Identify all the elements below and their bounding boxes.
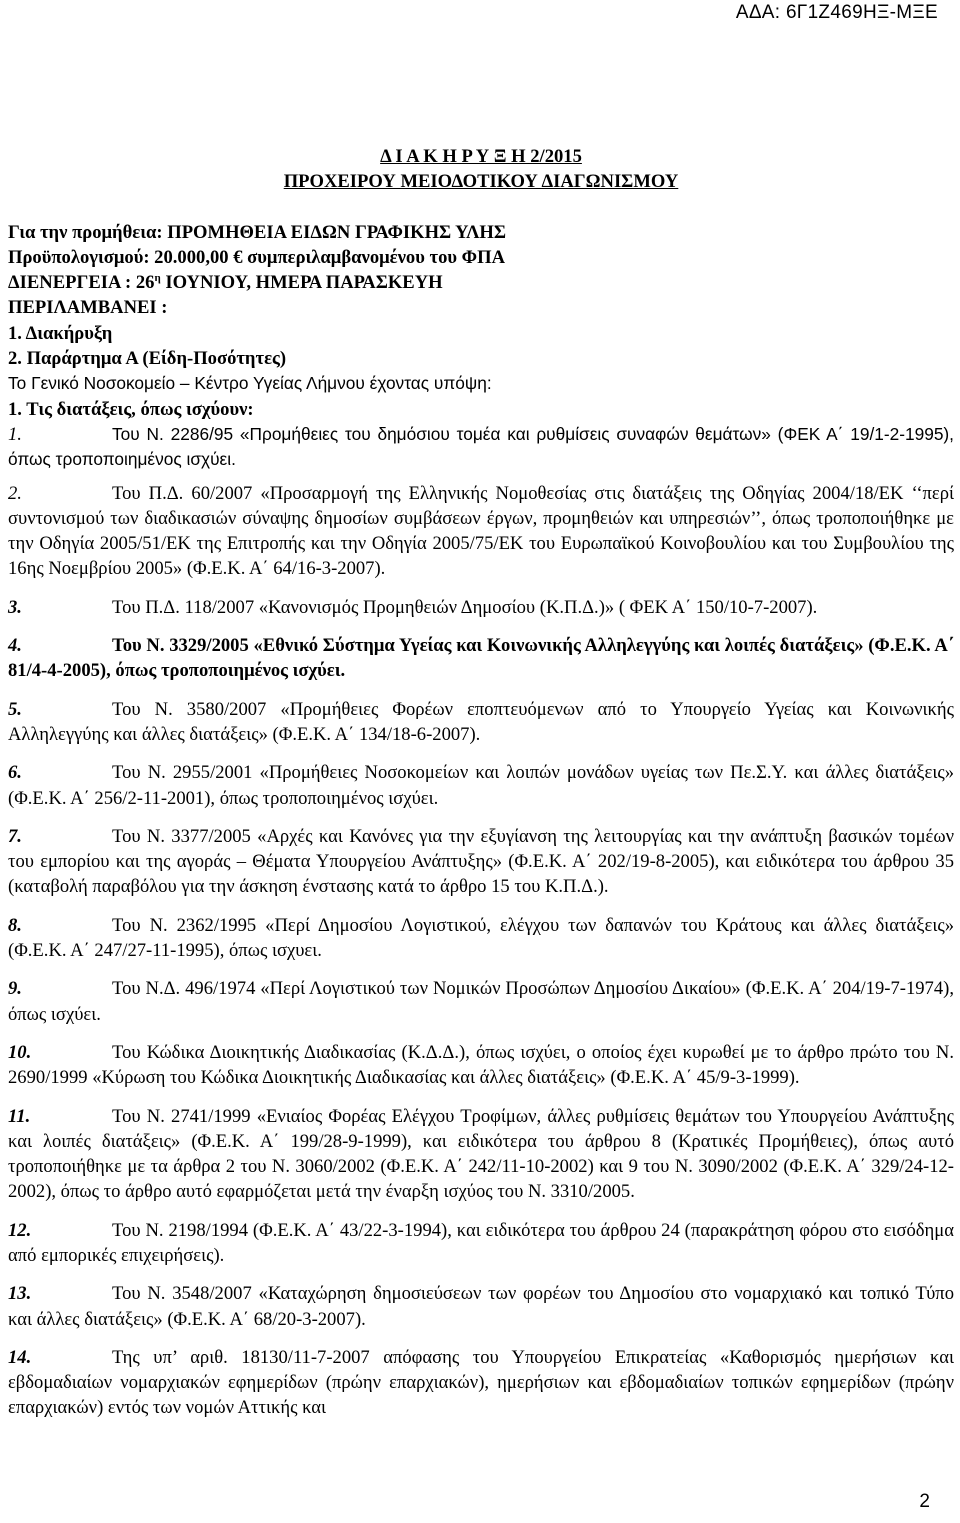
item-number: 1. bbox=[8, 423, 22, 445]
includes-item-1: 1. Διακήρυξη bbox=[8, 322, 113, 344]
item-text: Της υπ’ αριθ. 18130/11-7-2007 απόφασης του Υπουργείου Επικρατείας «Καθορισμός ημερήσιων και εβδομαδιαίων νομαρχιακών εφημερίδων (πρώην επαρχιακών), ημερήσιων και εβδομαδιαίων τοπικών εφημερίδων (πρώην επαρχιακών) εντός των νομών Αττικής και bbox=[8, 1346, 954, 1419]
item-text: Του Π.Δ. 60/2007 «Προσαρμογή της Ελληνικής Νομοθεσίας στις διατάξεις της Οδηγίας 2004/18/ΕΚ ‘‘περί συντονισμού των διαδικασιών σύναψης δημοσίων συμβάσεων έργων, προμηθειών και υπηρεσιών’’, όπως τροποποιήθηκε με την Οδηγία 2005/51/ΕΚ της Επιτροπής και την Οδηγία 2005/75/ΕΚ του Ευρωπαϊκού Κοινοβουλίου και του Συμβουλίου της 16ης Νοεμβρίου 2005» (Φ.Ε.Κ. Α΄ 64/16-3-2007). bbox=[8, 482, 954, 580]
date-line bbox=[8, 270, 954, 295]
item-text: Του Ν. 3377/2005 «Αρχές και Κανόνες για την εξυγίανση της λειτουργίας και την ανάπτυξη βασικών τομέων του εμπορίου και της αγοράς – Θέματα Υπουργείου Ανάπτυξης» (Φ.Ε.Κ. Α΄ 202/19-8-2005), και ειδικότερα του άρθρου 35 (καταβολή παραβόλου για την άσκηση ένστασης κατά το άρθρο 15 του Κ.Π.Δ.). bbox=[8, 825, 954, 898]
item-text: Του Ν. 3548/2007 «Καταχώρηση δημοσιεύσεων των φορέων του Δημοσίου στο νομαρχιακό και τοπικό Τύπο και άλλες διατάξεις» (Φ.Ε.Κ. Α΄ 68/20-3-2007). bbox=[8, 1283, 954, 1330]
budget-line: Προϋπολογισμού: 20.000,00 € συμπεριλαμβανομένου του ΦΠΑ bbox=[8, 246, 505, 268]
item-number: 14. bbox=[8, 1346, 32, 1368]
list-item bbox=[8, 1040, 954, 1091]
list-item bbox=[8, 595, 954, 620]
item-text: Του Ν. 2286/95 «Προμήθειες του δημόσιου τομέα και ρυθμίσεις συναφών θεμάτων» (ΦΕΚ Α΄ 19/1-2-1995), όπως τροποποιημένος ισχύει. bbox=[8, 423, 954, 470]
includes-item-2: 2. Παράρτημα Α (Είδη-Ποσότητες) bbox=[8, 348, 287, 370]
list-item bbox=[8, 1104, 954, 1205]
item-number: 2. bbox=[8, 482, 22, 504]
supply-line: Για την προμήθεια: ΠΡΟΜΗΘΕΙΑ ΕΙΔΩΝ ΓΡΑΦΙΚΗΣ ΥΛΗΣ bbox=[8, 221, 507, 243]
item-number: 11. bbox=[8, 1105, 31, 1127]
item-text: Του Ν. 2955/2001 «Προμήθειες Νοσοκομείων και λοιπών μονάδων υγείας των Πε.Σ.Υ. και άλλες διατάξεις» (Φ.Ε.Κ. Α΄ 256/2-11-2001), όπως τροποποιημένος ισχύει. bbox=[8, 762, 954, 809]
item-text: Του Ν. 2198/1994 (Φ.Ε.Κ. Α΄ 43/22-3-1994), και ειδικότερα του άρθρου 24 (παρακράτηση φόρου στο εισόδημα από εμπορικές επιχειρήσεις). bbox=[8, 1219, 954, 1266]
item-number: 7. bbox=[8, 825, 22, 847]
item-number: 12. bbox=[8, 1219, 32, 1241]
item-text: Του Ν. 3329/2005 «Εθνικό Σύστημα Υγείας και Κοινωνικής Αλληλεγγύης και λοιπές διατάξεις» (Φ.Ε.Κ. Α΄ 81/4-4-2005), όπως τροποποιημένος ισχύει. bbox=[8, 635, 954, 682]
title-line-2: ΠΡΟΧΕΙΡΟΥ ΜΕΙΟΔΟΤΙΚΟΥ ΔΙΑΓΩΝΙΣΜΟΥ bbox=[283, 171, 679, 193]
item-number: 5. bbox=[8, 698, 22, 720]
item-number: 13. bbox=[8, 1283, 32, 1305]
item-text: Του Κώδικα Διοικητικής Διαδικασίας (Κ.Δ.Δ.), όπως ισχύει, ο οποίος έχει κυρωθεί με το άρθρο πρώτο του Ν. 2690/1999 «Κύρωση του Κώδικα Διοικητικής Διαδικασίας και άλλες διατάξεις» (Φ.Ε.Κ. Α΄ 45/9-3-1999). bbox=[8, 1041, 954, 1089]
list-item bbox=[8, 1281, 954, 1332]
item-text: Του Ν.Δ. 496/1974 «Περί Λογιστικού των Νομικών Προσώπων Δημοσίου Δικαίου» (Φ.Ε.Κ. Α΄ 204/19-7-1974), όπως ισχύει. bbox=[8, 978, 954, 1025]
list-item bbox=[8, 422, 954, 473]
list-item bbox=[8, 824, 954, 900]
hospital-line: Το Γενικό Νοσοκομείο – Κέντρο Υγείας Λήμνου έχοντας υπόψη: bbox=[8, 373, 492, 394]
item-number: 9. bbox=[8, 978, 22, 1000]
item-number: 4. bbox=[8, 635, 22, 657]
list-item bbox=[8, 481, 954, 582]
page-number: 2 bbox=[919, 1491, 930, 1512]
date-sup: η bbox=[154, 272, 161, 284]
list-item bbox=[8, 913, 954, 964]
item-text: Του Ν. 3580/2007 «Προμήθειες Φορέων εποπτευόμενων από το Υπουργείο Υγείας και Κοινωνικής Αλληλεγγύης και άλλες διατάξεις» (Φ.Ε.Κ. Α΄ 134/18-6-2007). bbox=[8, 698, 954, 745]
date-suffix: ΙΟΥΝΙΟΥ, ΗΜΕΡΑ ΠΑΡΑΣΚΕΥΗ bbox=[160, 272, 443, 294]
list-item bbox=[8, 697, 954, 748]
ada-code: ΑΔΑ: 6Γ1Ζ469ΗΞ-ΜΞΕ bbox=[735, 2, 938, 23]
list-item bbox=[8, 633, 954, 684]
document-body bbox=[8, 144, 954, 1421]
date-prefix: ΔΙΕΝΕΡΓΕΙΑ : 26 bbox=[8, 272, 155, 294]
item-text: Του Π.Δ. 118/2007 «Κανονισμός Προμηθειών Δημοσίου (Κ.Π.Δ.)» ( ΦΕΚ Α΄ 150/10-7-2007). bbox=[112, 596, 818, 618]
includes-line: ΠΕΡΙΛΑΜΒΑΝΕΙ : bbox=[8, 297, 168, 319]
list-item bbox=[8, 1218, 954, 1269]
provisions-heading: 1. Τις διατάξεις, όπως ισχύουν: bbox=[8, 398, 254, 420]
item-number: 8. bbox=[8, 914, 22, 936]
item-number: 3. bbox=[8, 596, 22, 618]
item-number: 10. bbox=[8, 1041, 32, 1063]
item-text: Του Ν. 2741/1999 «Ενιαίος Φορέας Ελέγχου Τροφίμων, άλλες ρυθμίσεις θεμάτων του Υπουργείου Ανάπτυξης και λοιπές διατάξεις» (Φ.Ε.Κ. Α΄ 199/28-9-1999), και ειδικότερα του άρθρου 8 (Κρατικές Προμήθειες), όπως αυτό τροποποιήθηκε με τα άρθρα 2 του Ν. 3060/2002 (Φ.Ε.Κ. Α΄ 242/11-10-2002) και 9 του Ν. 3090/2002 (Φ.Ε.Κ. Α΄ 329/24-12-2002), όπως το άρθρο αυτό εφαρμόζεται μετά την έναρξη ισχύος του Ν. 3310/2005. bbox=[8, 1105, 954, 1203]
item-number: 6. bbox=[8, 762, 22, 784]
list-item bbox=[8, 1345, 954, 1421]
title-line-1: Δ Ι Α Κ Η Ρ Υ Ξ Η 2/2015 bbox=[380, 146, 582, 167]
list-item bbox=[8, 976, 954, 1027]
item-text: Του Ν. 2362/1995 «Περί Δημοσίου Λογιστικού, ελέγχου των δαπανών του Κράτους και άλλες διατάξεις» (Φ.Ε.Κ. Α΄ 247/27-11-1995), όπως ισχυει. bbox=[8, 914, 954, 962]
list-item bbox=[8, 760, 954, 811]
